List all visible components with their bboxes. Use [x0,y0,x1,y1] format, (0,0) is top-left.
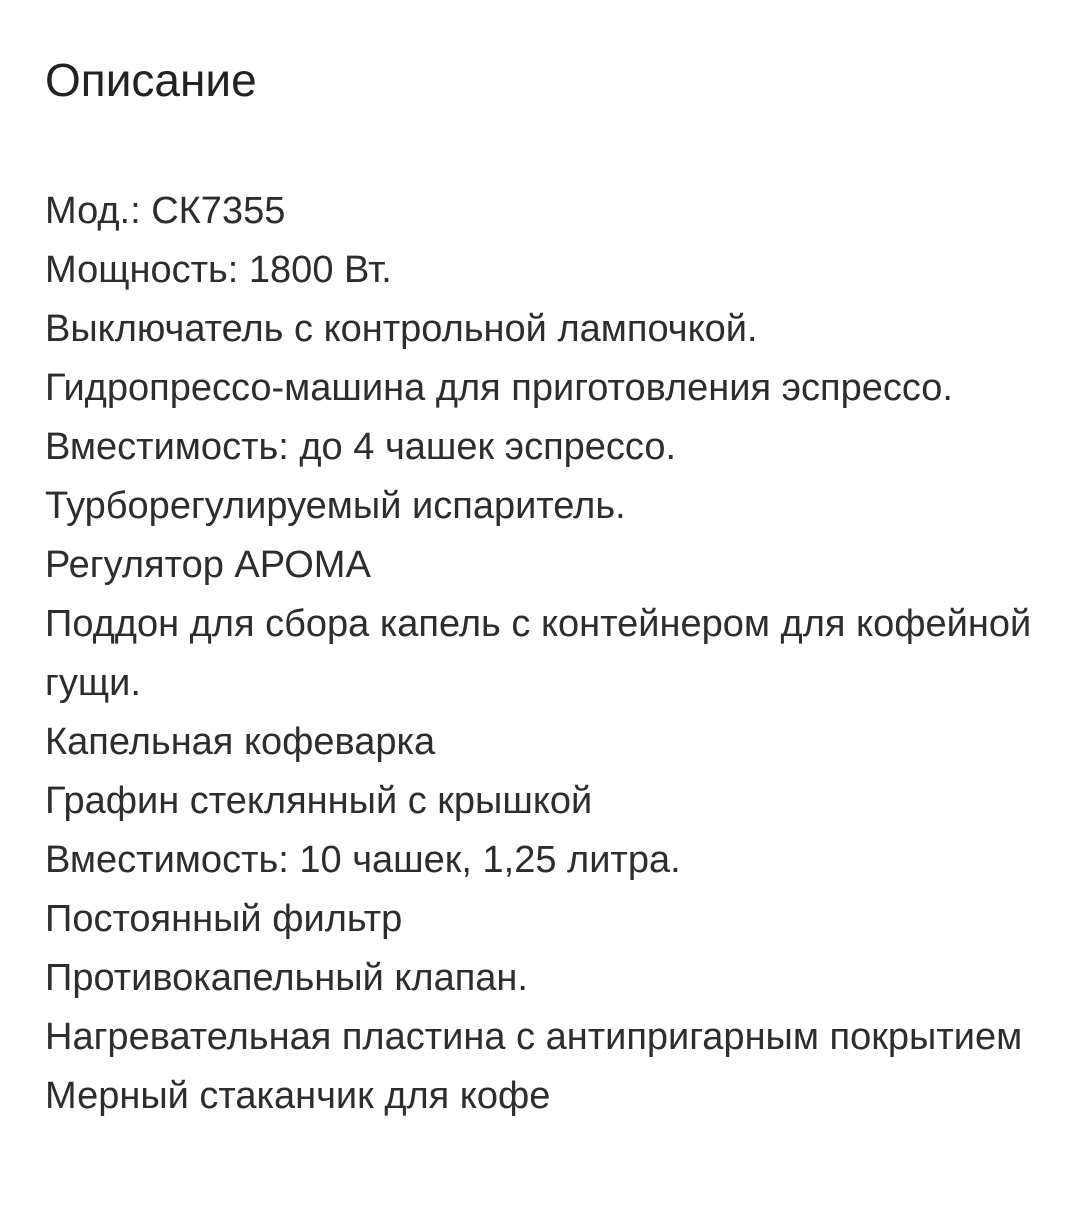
description-list [45,182,1035,1126]
description-line: Гидропрессо-машина для приготовления эспрессо. [45,367,953,409]
description-line: Нагревательная пластина с антипригарным покрытием [45,1016,1023,1058]
description-line: Выключатель с контрольной лампочкой. [45,308,758,350]
description-line: Вместимость: до 4 чашек эспрессо. [45,426,677,468]
description-line: Капельная кофеварка [45,721,436,763]
description-line: Графин стеклянный с крышкой [45,780,593,822]
description-line: Постоянный фильтр [45,898,403,940]
description-line: Поддон для сбора капель с контейнером для кофейной гущи. [45,603,1032,704]
section-title: Описание [45,54,257,106]
description-line: Турборегулируемый испаритель. [45,485,626,527]
description-line: Мод.: СК7355 [45,190,286,232]
description-line: Противокапельный клапан. [45,957,528,999]
description-line: Вместимость: 10 чашек, 1,25 литра. [45,839,681,881]
description-section [45,0,1035,1212]
description-line: Регулятор АРОМА [45,544,371,586]
description-line: Мерный стаканчик для кофе [45,1075,551,1117]
description-line: Мощность: 1800 Вт. [45,249,392,291]
